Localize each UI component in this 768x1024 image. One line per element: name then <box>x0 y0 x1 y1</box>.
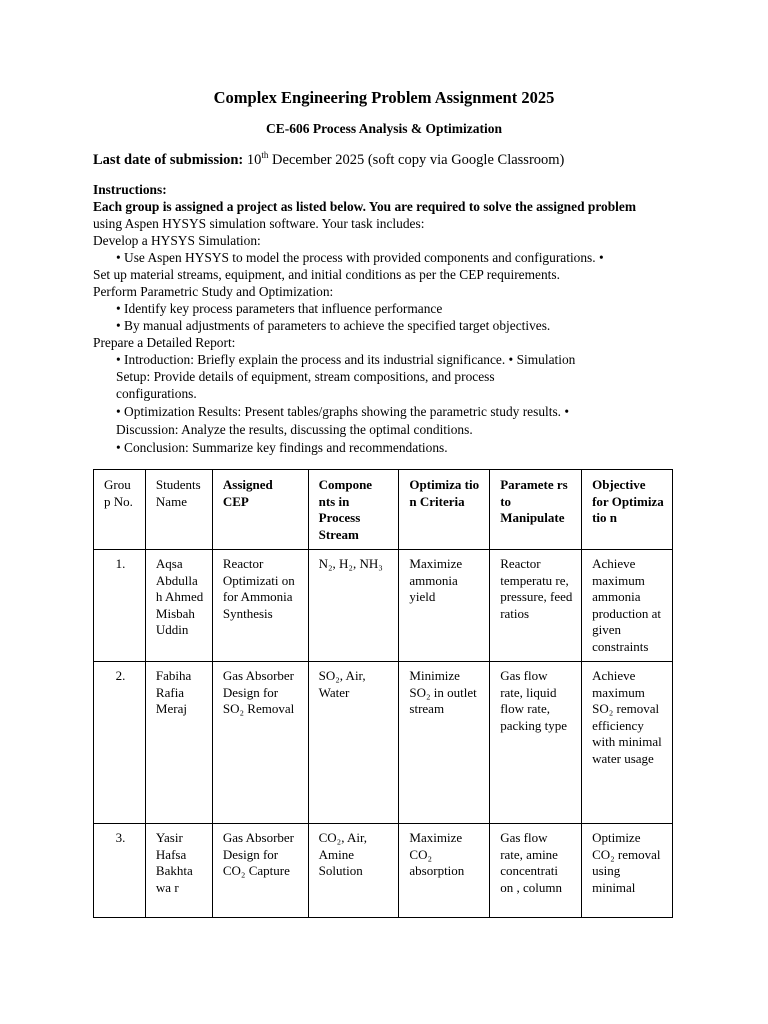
cell-students: Yasir Hafsa Bakhta wa r <box>145 824 212 918</box>
document-title: Complex Engineering Problem Assignment 2025 <box>213 88 555 107</box>
instruction-line: Each group is assigned a project as listed below. You are required to solve the assigned problem <box>93 199 636 214</box>
header-components: Compone nts in Process Stream <box>308 470 399 550</box>
instruction-bullet: • Optimization Results: Present tables/graphs showing the parametric study results. • <box>116 404 570 419</box>
cell-students: Aqsa Abdulla h Ahmed Misbah Uddin <box>145 550 212 662</box>
cell-criteria: Minimize SO₂ in outlet stream <box>399 662 490 824</box>
instructions-section <box>93 181 673 456</box>
submission-details: December 2025 (soft copy via Google Classroom) <box>272 151 565 168</box>
instruction-bullet: • Use Aspen HYSYS to model the process with provided components and configurations. • <box>116 250 604 265</box>
header-group-no: Grou p No. <box>94 470 146 550</box>
submission-label: Last date of submission: <box>93 151 244 168</box>
header-students-name: Students Name <box>145 470 212 550</box>
cell-group-no: 2. <box>94 662 146 824</box>
instruction-line: configurations. <box>116 386 197 401</box>
cell-parameters: Gas flow rate, liquid flow rate, packing type <box>490 662 582 824</box>
cell-objective: Achieve maximum SO₂ removal efficiency with minimal water usage <box>582 662 673 824</box>
instruction-line: Develop a HYSYS Simulation: <box>93 233 261 248</box>
header-parameters: Paramete rs to Manipulate <box>490 470 582 550</box>
table-row <box>94 662 673 824</box>
instruction-line: Prepare a Detailed Report: <box>93 335 236 350</box>
instruction-line: Perform Parametric Study and Optimization: <box>93 284 334 299</box>
table-row <box>94 550 673 662</box>
cell-parameters: Reactor temperatu re, pressure, feed ratios <box>490 550 582 662</box>
instruction-line: Setup: Provide details of equipment, stream compositions, and process <box>116 369 495 384</box>
cell-cep: Reactor Optimizati on for Ammonia Synthesis <box>212 550 308 662</box>
cep-assignment-table <box>93 469 673 918</box>
cell-components: N₂, H₂, NH₃ <box>308 550 399 662</box>
header-objective: Objective for Optimiza tio n <box>582 470 673 550</box>
instruction-line: Set up material streams, equipment, and initial conditions as per the CEP requirements. <box>93 267 560 282</box>
submission-day-suffix: th <box>261 150 269 160</box>
cell-students: Fabiha Rafia Meraj <box>145 662 212 824</box>
cell-objective: Optimize CO₂ removal using minimal <box>582 824 673 918</box>
instruction-bullet: • Identify key process parameters that influence performance <box>116 301 443 316</box>
cell-cep: Gas Absorber Design for CO₂ Capture <box>212 824 308 918</box>
submission-deadline <box>93 150 564 169</box>
course-subtitle: CE-606 Process Analysis & Optimization <box>266 121 502 136</box>
cell-group-no: 3. <box>94 824 146 918</box>
table-header-row <box>94 470 673 550</box>
cell-group-no: 1. <box>94 550 146 662</box>
cell-criteria: Maximize CO₂ absorption <box>399 824 490 918</box>
cell-criteria: Maximize ammonia yield <box>399 550 490 662</box>
instruction-bullet: • By manual adjustments of parameters to achieve the specified target objectives. <box>116 318 551 333</box>
cell-cep: Gas Absorber Design for SO₂ Removal <box>212 662 308 824</box>
instruction-line: using Aspen HYSYS simulation software. Your task includes: <box>93 216 425 231</box>
instruction-bullet: • Introduction: Briefly explain the process and its industrial significance. • Simulation <box>116 352 576 367</box>
cell-components: SO₂, Air, Water <box>308 662 399 824</box>
instruction-bullet: • Conclusion: Summarize key findings and recommendations. <box>116 440 448 455</box>
header-assigned-cep: Assigned CEP <box>212 470 308 550</box>
cell-parameters: Gas flow rate, amine concentrati on , column <box>490 824 582 918</box>
submission-day: 10 <box>246 151 262 168</box>
instruction-line: Discussion: Analyze the results, discussing the optimal conditions. <box>116 422 473 437</box>
cell-components: CO₂, Air, Amine Solution <box>308 824 399 918</box>
cell-objective: Achieve maximum ammonia production at given constraints <box>582 550 673 662</box>
header-optimization-criteria: Optimiza tio n Criteria <box>399 470 490 550</box>
instructions-heading: Instructions: <box>93 182 167 197</box>
table-row <box>94 824 673 918</box>
